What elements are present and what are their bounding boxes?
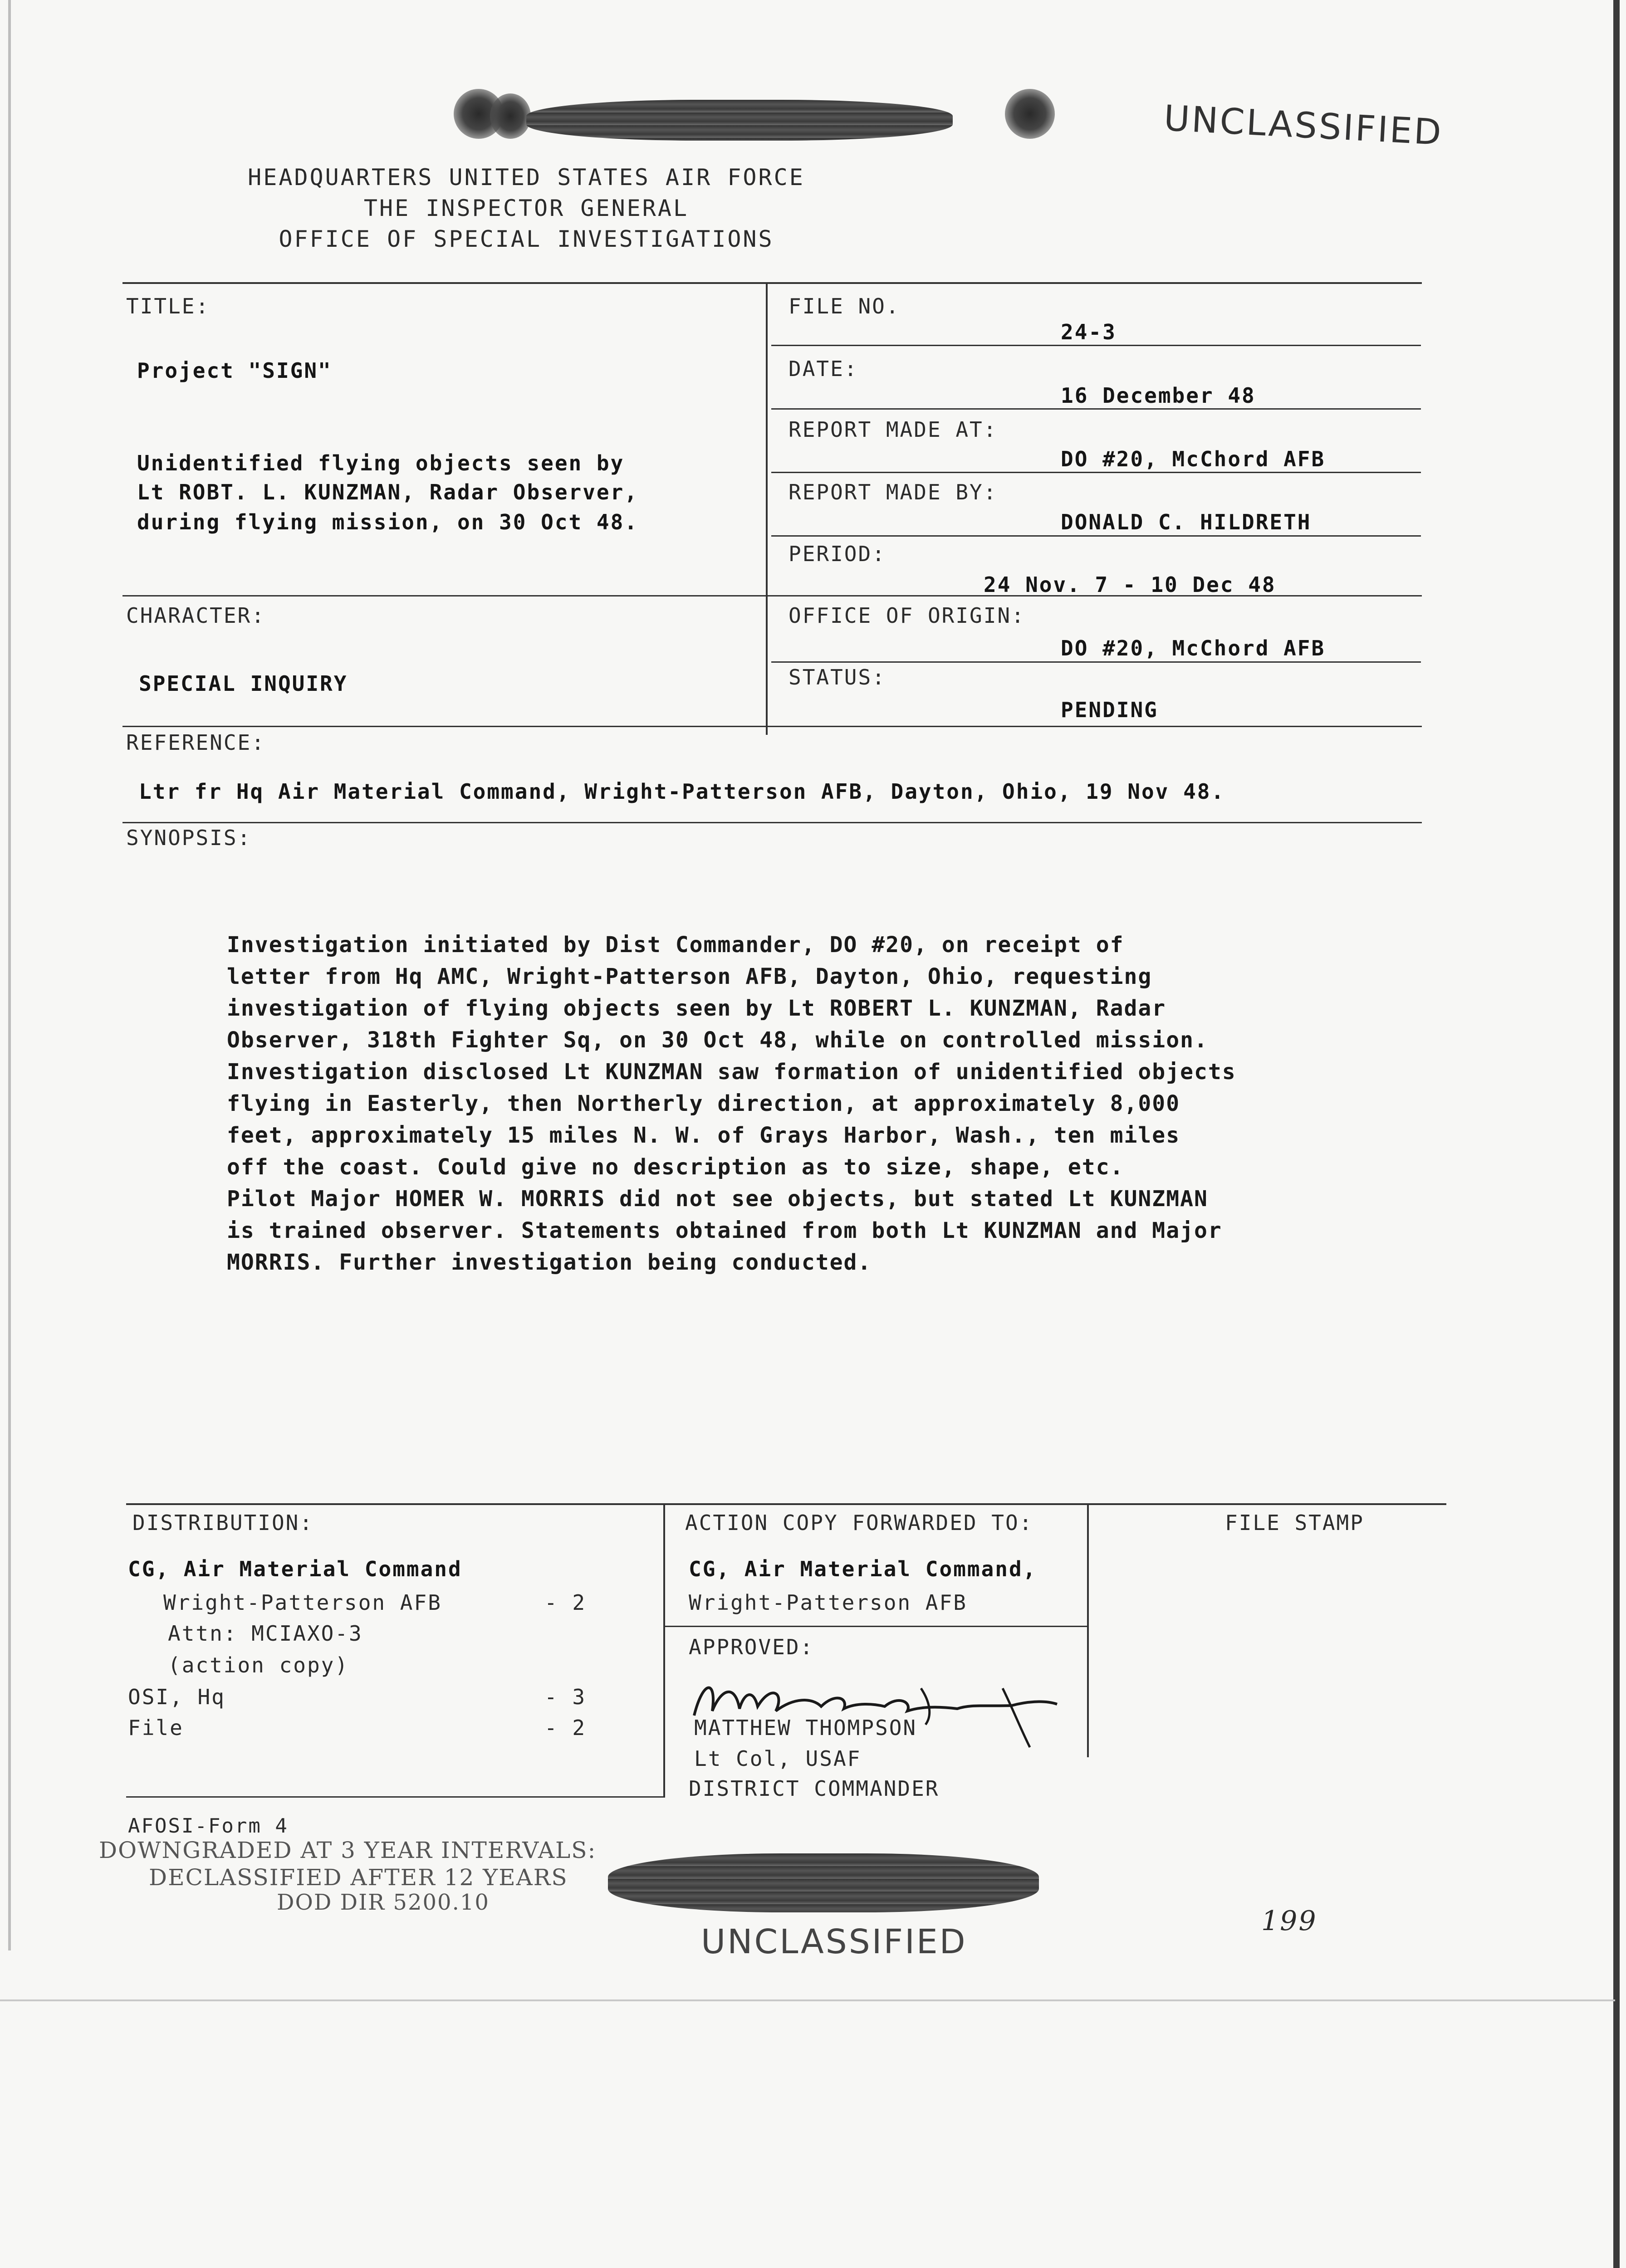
action-copy-line-2: Wright-Patterson AFB [689, 1590, 967, 1615]
header-line-3: OFFICE OF SPECIAL INVESTIGATIONS [279, 226, 774, 252]
classification-stamp-top: UNCLASSIFIED [1163, 98, 1444, 154]
rule-file-no [771, 345, 1421, 346]
reference-value: Ltr fr Hq Air Material Command, Wright-Patterson AFB, Dayton, Ohio, 19 Nov 48. [139, 779, 1225, 804]
title-description-1: Unidentified flying objects seen by [137, 451, 625, 475]
rule-date [771, 408, 1421, 410]
report-made-at-label: REPORT MADE AT: [789, 417, 998, 442]
page-edge-left [8, 0, 11, 1950]
synopsis-label: SYNOPSIS: [126, 826, 252, 850]
classification-stamp-bottom: UNCLASSIFIED [701, 1922, 967, 1961]
synopsis-body [227, 929, 1452, 1278]
header-line-1: HEADQUARTERS UNITED STATES AIR FORCE [248, 164, 805, 191]
synopsis-line: MORRIS. Further investigation being conducted. [227, 1250, 872, 1275]
distribution-attn: Attn: MCIAXO-3 [168, 1621, 363, 1646]
action-copy-label: ACTION COPY FORWARDED TO: [685, 1510, 1033, 1535]
bottom-form-rule-bottom [126, 1796, 665, 1798]
distribution-wright-patterson: Wright-Patterson AFB [163, 1590, 442, 1615]
form-rule-top [122, 282, 1422, 284]
distribution-file-count: - 2 [544, 1716, 587, 1740]
synopsis-line: letter from Hq AMC, Wright-Patterson AFB, Dayton, Ohio, requesting [227, 964, 1152, 989]
character-value: SPECIAL INQUIRY [139, 671, 348, 696]
bottom-approved-rule [665, 1626, 1087, 1627]
form-divider-vertical [766, 282, 768, 735]
date-value: 16 December 48 [1061, 383, 1256, 408]
redaction-bar-bottom [608, 1853, 1039, 1912]
synopsis-line: is trained observer. Statements obtained from both Lt KUNZMAN and Major [227, 1218, 1222, 1243]
distribution-label: DISTRIBUTION: [132, 1510, 314, 1535]
title-description-3: during flying mission, on 30 Oct 48. [137, 510, 638, 534]
file-stamp-label: FILE STAMP [1225, 1510, 1364, 1535]
synopsis-line: investigation of flying objects seen by Lt ROBERT L. KUNZMAN, Radar [227, 996, 1166, 1021]
rule-synopsis [122, 822, 1422, 823]
synopsis-line: off the coast. Could give no description as to size, shape, etc. [227, 1154, 1124, 1180]
redaction-bar-top [526, 100, 953, 141]
distribution-action-copy: (action copy) [168, 1653, 349, 1677]
status-value: PENDING [1061, 698, 1158, 722]
page-edge-right [1613, 0, 1620, 2268]
file-no-value: 24-3 [1061, 320, 1117, 344]
action-copy-line-1: CG, Air Material Command, [689, 1557, 1037, 1581]
character-label: CHARACTER: [126, 603, 265, 628]
redaction-smudge-left-2 [490, 93, 531, 139]
date-label: DATE: [789, 357, 858, 381]
reference-label: REFERENCE: [126, 730, 265, 755]
status-label: STATUS: [789, 665, 886, 689]
synopsis-line: Observer, 318th Fighter Sq, on 30 Oct 48, while on controlled mission. [227, 1027, 1208, 1053]
report-made-by-label: REPORT MADE BY: [789, 480, 998, 504]
title-description-2: Lt ROBT. L. KUNZMAN, Radar Observer, [137, 480, 638, 504]
report-made-at-value: DO #20, McChord AFB [1061, 447, 1326, 471]
synopsis-line: Investigation disclosed Lt KUNZMAN saw formation of unidentified objects [227, 1059, 1236, 1085]
page-edge-bottom [0, 1999, 1615, 2001]
report-made-by-value: DONALD C. HILDRETH [1061, 510, 1312, 534]
declassified-notice: DECLASSIFIED AFTER 12 YEARS [149, 1864, 568, 1891]
bottom-divider-1 [663, 1503, 665, 1797]
distribution-file: File [128, 1716, 184, 1740]
redaction-smudge-right [1005, 89, 1055, 139]
dod-directive: DOD DIR 5200.10 [277, 1890, 490, 1915]
file-no-label: FILE NO. [789, 294, 900, 318]
page-number: 199 [1261, 1905, 1317, 1937]
rule-made-at [771, 472, 1421, 473]
office-of-origin-label: OFFICE OF ORIGIN: [789, 603, 1025, 628]
period-label: PERIOD: [789, 542, 886, 566]
approved-name: MATTHEW THOMPSON [694, 1716, 917, 1740]
synopsis-line: Investigation initiated by Dist Commander, DO #20, on receipt of [227, 932, 1124, 958]
distribution-osi: OSI, Hq [128, 1685, 225, 1709]
approved-rank: Lt Col, USAF [694, 1746, 862, 1771]
synopsis-line: flying in Easterly, then Northerly direction, at approximately 8,000 [227, 1091, 1180, 1116]
distribution-osi-count: - 3 [544, 1685, 587, 1709]
distribution-wp-count: - 2 [544, 1590, 587, 1615]
header-line-2: THE INSPECTOR GENERAL [363, 195, 689, 221]
project-name: Project "SIGN" [137, 358, 332, 383]
rule-made-by [771, 535, 1421, 537]
rule-origin [771, 661, 1421, 663]
distribution-cg: CG, Air Material Command [128, 1557, 462, 1581]
rule-reference [122, 726, 1422, 727]
title-label: TITLE: [126, 294, 210, 318]
form-number: AFOSI-Form 4 [128, 1814, 289, 1838]
synopsis-line: Pilot Major HOMER W. MORRIS did not see objects, but stated Lt KUNZMAN [227, 1186, 1208, 1212]
bottom-form-rule-top [126, 1503, 1446, 1505]
approved-title: DISTRICT COMMANDER [689, 1776, 940, 1801]
synopsis-line: feet, approximately 15 miles N. W. of Grays Harbor, Wash., ten miles [227, 1123, 1180, 1148]
approved-label: APPROVED: [689, 1635, 814, 1659]
period-value: 24 Nov. 7 - 10 Dec 48 [984, 572, 1276, 597]
downgraded-notice: DOWNGRADED AT 3 YEAR INTERVALS: [99, 1837, 597, 1863]
office-of-origin-value: DO #20, McChord AFB [1061, 636, 1326, 660]
